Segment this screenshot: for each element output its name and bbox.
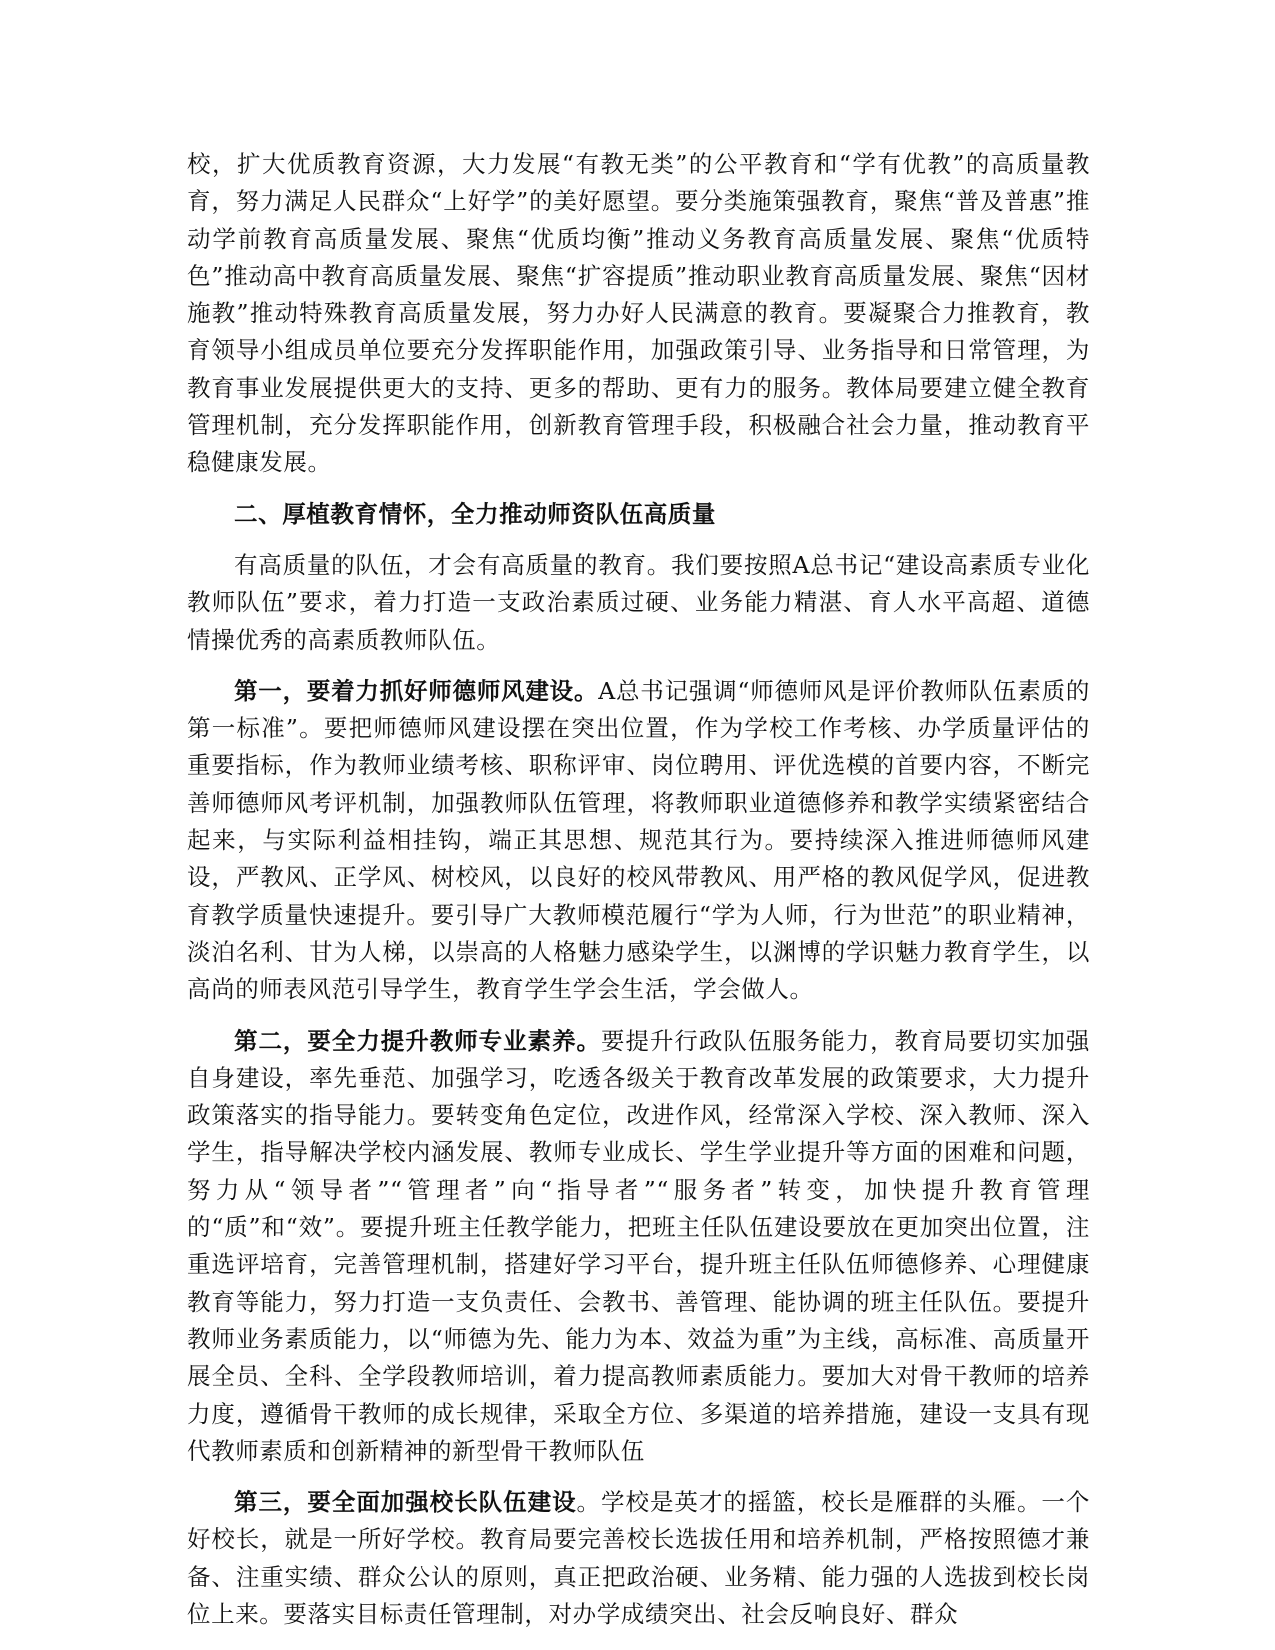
paragraph-intro: 有高质量的队伍，才会有高质量的教育。我们要按照A总书记“建设高素质专业化教师队伍”要求，着力打造一支政治素质过硬、业务能力精湛、育人水平高超、道德情操优秀的高素质教师队伍。	[187, 550, 1090, 654]
point-3-lead: 第三，要全面加强校长队伍建设	[234, 1488, 577, 1517]
document-page	[187, 146, 1090, 1633]
point-2-lead: 第二，要全力提升教师专业素养。	[234, 1026, 602, 1055]
point-1-lead: 第一，要着力抓好师德师风建设。	[234, 676, 599, 705]
paragraph-point-2	[187, 1023, 1090, 1471]
paragraph-point-1	[187, 673, 1090, 1009]
section-heading-2: 二、厚植教育情怀，全力推动师资队伍高质量	[234, 499, 716, 528]
point-3-body: 。学校是英才的摇篮，校长是雁群的头雁。一个好校长，就是一所好学校。教育局要完善校长选拔任用和培养机制，严格按照德才兼备、注重实绩、群众公认的原则，真正把政治硬、业务精、能力强的人选拔到校长岗位上来。要落实目标责任管理制，对办学成绩突出、社会反响良好、群众	[187, 1488, 1090, 1628]
paragraph-continued: 校，扩大优质教育资源，大力发展“有教无类”的公平教育和“学有优教”的高质量教育，努力满足人民群众“上好学”的美好愿望。要分类施策强教育，聚焦“普及普惠”推动学前教育高质量发展、聚焦“优质均衡”推动义务教育高质量发展、聚焦“优质特色”推动高中教育高质量发展、聚焦“扩容提质”推动职业教育高质量发展、聚焦“因材施教”推动特殊教育高质量发展，努力办好人民满意的教育。要凝聚合力推教育，教育领导小组成员单位要充分发挥职能作用，加强政策引导、业务指导和日常管理，为教育事业发展提供更大的支持、更多的帮助、更有力的服务。教体局要建立健全教育管理机制，充分发挥职能作用，创新教育管理手段，积极融合社会力量，推动教育平稳健康发展。	[187, 150, 1090, 477]
point-2-body: 要提升行政队伍服务能力，教育局要切实加强自身建设，率先垂范、加强学习，吃透各级关于教育改革发展的政策要求，大力提升政策落实的指导能力。要转变角色定位，改进作风，经常深入学校、深入教师、深入学生，指导解决学校内涵发展、教师专业成长、学生学业提升等方面的困难和问题，努力从“领导者”“管理者”向“指导者”“服务者”转变，加快提升教育管理的“质”和“效”。要提升班主任教学能力，把班主任队伍建设要放在更加突出位置，注重选评培育，完善管理机制，搭建好学习平台，提升班主任队伍师德修养、心理健康教育等能力，努力打造一支负责任、会教书、善管理、能协调的班主任队伍。要提升教师业务素质能力，以“师德为先、能力为本、效益为重”为主线，高标准、高质量开展全员、全科、全学段教师培训，着力提高教师素质能力。要加大对骨干教师的培养力度，遵循骨干教师的成长规律，采取全方位、多渠道的培养措施，建设一支具有现代教师素质和创新精神的新型骨干教师队伍	[187, 1026, 1091, 1465]
paragraph-point-3	[187, 1484, 1090, 1633]
point-1-body: A总书记强调“师德师风是评价教师队伍素质的第一标准”。要把师德师风建设摆在突出位置，作为学校工作考核、办学质量评估的重要指标，作为教师业绩考核、职称评审、岗位聘用、评优选模的首要内容，不断完善师德师风考评机制，加强教师队伍管理，将教师职业道德修养和教学实绩紧密结合起来，与实际利益相挂钩，端正其思想、规范其行为。要持续深入推进师德师风建设，严教风、正学风、树校风，以良好的校风带教风、用严格的教风促学风，促进教育教学质量快速提升。要引导广大教师模范履行“学为人师，行为世范”的职业精神，淡泊名利、甘为人梯，以崇高的人格魅力感染学生，以渊博的学识魅力教育学生，以高尚的师表风范引导学生，教育学生学会生活，学会做人。	[187, 676, 1090, 1004]
